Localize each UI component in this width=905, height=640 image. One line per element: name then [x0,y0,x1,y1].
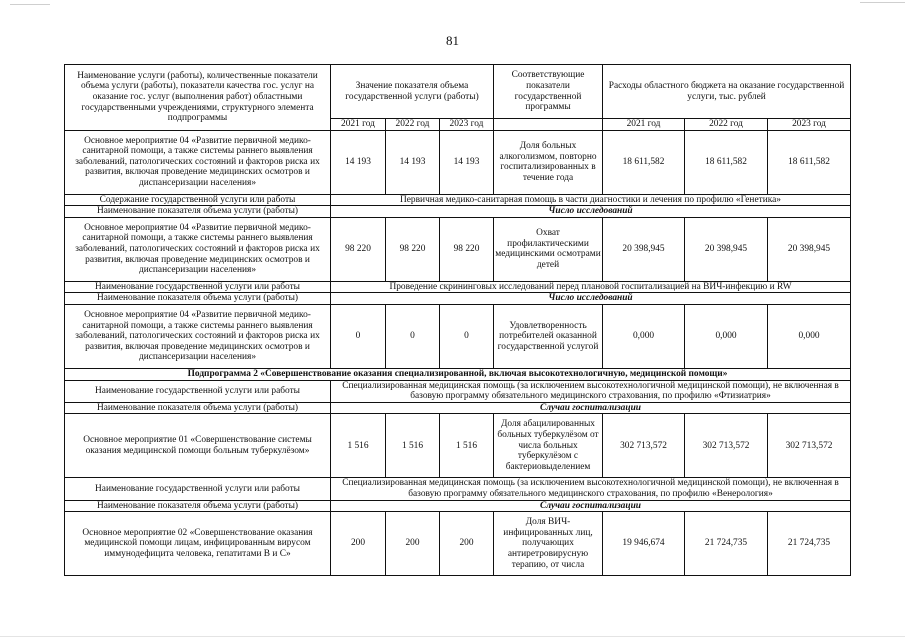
scan-mark-top-left [10,4,50,5]
header-year-expenses-2022: 2022 год [685,119,768,131]
page-number: 81 [446,33,459,48]
volume-2021-cell: 98 220 [331,217,386,281]
volume-2023-cell: 98 220 [440,217,494,281]
header-volume-cell: Значение показателя объема государственной услуги (работы) [331,65,494,119]
measure-row [65,206,851,218]
scan-mark-top-right [860,2,905,3]
header-expenses-cell: Расходы областного бюджета на оказание государственной услуги, тыс. рублей [603,65,851,119]
volume-2022-cell: 1 516 [386,414,440,478]
service-text-cell: Специализированная медицинская помощь (за исключением высокотехнологичной медицинской помощи), не включенная в базовую программу обязательного медицинского страхования, по профилю «Фтизиатрия» [331,380,851,402]
measure-text-cell: Случаи госпитализации [331,500,851,512]
expenses-2023-cell: 21 724,735 [768,512,851,576]
service-row [65,380,851,402]
measure-label-cell: Наименование показателя объема услуги (работы) [65,402,331,414]
measure-label-cell: Наименование показателя объема услуги (работы) [65,293,331,305]
volume-2023-cell: 1 516 [440,414,494,478]
expenses-2023-cell: 20 398,945 [768,217,851,281]
expenses-2023-cell: 0,000 [768,304,851,368]
header-year-expenses-2021: 2021 год [603,119,685,131]
subprogram-row [65,368,851,380]
service-text-cell: Специализированная медицинская помощь (за исключением высокотехнологичной медицинской помощи), не включенная в базовую программу обязательного медицинского страхования, по профилю «Венерология» [331,478,851,500]
header-row [65,65,851,119]
expenses-2022-cell: 0,000 [685,304,768,368]
table-row [65,512,851,576]
service-row [65,281,851,293]
expenses-2023-cell: 18 611,582 [768,130,851,194]
header-year-program-empty [494,119,603,131]
volume-2022-cell: 14 193 [386,130,440,194]
header-name-cell: Наименование услуги (работы), количественные показатели объема услуги (работы), показатели качества гос. услуг на оказание гос. услуг (выполнения работ) областными государственными учреждениями, структурного элемента подпрограммы [65,65,331,131]
volume-2021-cell: 0 [331,304,386,368]
service-text-cell: Проведение скрининговых исследований перед плановой госпитализацией на ВИЧ-инфекцию и RW [331,281,851,293]
budget-table [64,64,851,576]
volume-2022-cell: 98 220 [386,217,440,281]
scan-mark-bottom [0,636,905,637]
expenses-2021-cell: 19 946,674 [603,512,685,576]
volume-2022-cell: 200 [386,512,440,576]
program-indicator-cell: Удовлетворенность потребителей оказанной государственной услугой [494,304,603,368]
expenses-2021-cell: 20 398,945 [603,217,685,281]
expenses-2022-cell: 18 611,582 [685,130,768,194]
measure-row [65,402,851,414]
service-label-cell: Наименование государственной услуги или работы [65,478,331,500]
expenses-2023-cell: 302 713,572 [768,414,851,478]
service-label-cell: Наименование государственной услуги или работы [65,281,331,293]
service-label-cell: Наименование государственной услуги или работы [65,380,331,402]
measure-name-cell: Основное мероприятие 02 «Совершенствование оказания медицинской помощи лицам, инфицированным вирусом иммунодефицита человека, гепатитами В и С» [65,512,331,576]
expenses-2021-cell: 302 713,572 [603,414,685,478]
volume-2023-cell: 200 [440,512,494,576]
measure-row [65,293,851,305]
volume-2022-cell: 0 [386,304,440,368]
volume-2021-cell: 200 [331,512,386,576]
expenses-2022-cell: 20 398,945 [685,217,768,281]
measure-text-cell: Число исследований [331,293,851,305]
header-year-expenses-2023: 2023 год [768,119,851,131]
expenses-2021-cell: 0,000 [603,304,685,368]
header-year-volume-2023: 2023 год [440,119,494,131]
table-row [65,304,851,368]
header-year-volume-2021: 2021 год [331,119,386,131]
measure-name-cell: Основное мероприятие 04 «Развитие первичной медико-санитарной помощи, а также системы раннего выявления заболеваний, патологических состояний и факторов риска их развития, включая проведение медицинских осмотров и диспансеризации населения» [65,304,331,368]
measure-label-cell: Наименование показателя объема услуги (работы) [65,500,331,512]
measure-row [65,500,851,512]
header-program-cell: Соответствующие показатели государственной программы [494,65,603,119]
program-indicator-cell: Доля ВИЧ-инфицированных лиц, получающих антиретровирусную терапию, от числа [494,512,603,576]
expenses-2022-cell: 21 724,735 [685,512,768,576]
volume-2021-cell: 1 516 [331,414,386,478]
program-indicator-cell: Охват профилактическими медицинскими осмотрами детей [494,217,603,281]
service-row [65,478,851,500]
header-year-volume-2022: 2022 год [386,119,440,131]
measure-text-cell: Случаи госпитализации [331,402,851,414]
volume-2023-cell: 0 [440,304,494,368]
measure-text-cell: Число исследований [331,206,851,218]
measure-name-cell: Основное мероприятие 04 «Развитие первичной медико-санитарной помощи, а также системы раннего выявления заболеваний, патологических состояний и факторов риска их развития, включая проведение медицинских осмотров и диспансеризации населения» [65,130,331,194]
service-row [65,194,851,206]
service-text-cell: Первичная медико-санитарная помощь в части диагностики и лечения по профилю «Генетика» [331,194,851,206]
service-label-cell: Содержание государственной услуги или работы [65,194,331,206]
program-indicator-cell: Доля больных алкоголизмом, повторно госпитализированных в течение года [494,130,603,194]
expenses-2021-cell: 18 611,582 [603,130,685,194]
measure-label-cell: Наименование показателя объема услуги (работы) [65,206,331,218]
subprogram-title-cell: Подпрограмма 2 «Совершенствование оказания специализированной, включая высокотехнологичную, медицинской помощи» [65,368,851,380]
table-row [65,130,851,194]
volume-2021-cell: 14 193 [331,130,386,194]
program-indicator-cell: Доля абацилированных больных туберкулёзом от числа больных туберкулёзом с бактериовыделением [494,414,603,478]
table-row [65,217,851,281]
volume-2023-cell: 14 193 [440,130,494,194]
measure-name-cell: Основное мероприятие 04 «Развитие первичной медико-санитарной помощи, а также системы раннего выявления заболеваний, патологических состояний и факторов риска их развития, включая проведение медицинских осмотров и диспансеризации населения» [65,217,331,281]
table-row [65,414,851,478]
expenses-2022-cell: 302 713,572 [685,414,768,478]
measure-name-cell: Основное мероприятие 01 «Совершенствование системы оказания медицинской помощи больным туберкулёзом» [65,414,331,478]
